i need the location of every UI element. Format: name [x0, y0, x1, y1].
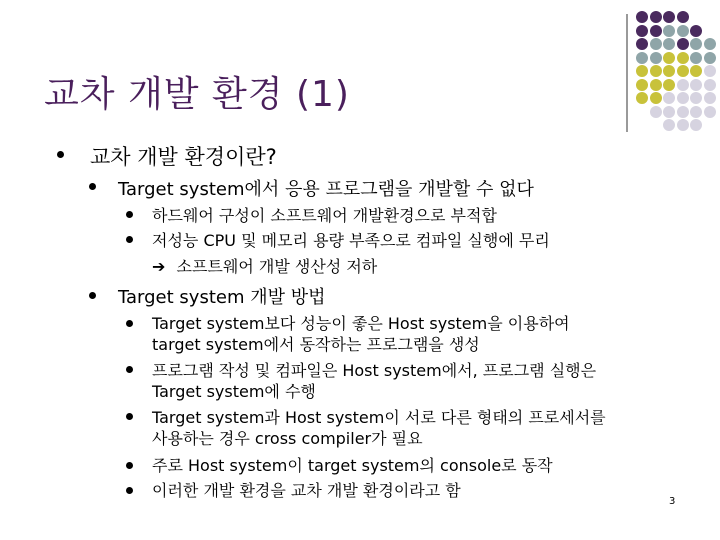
bullet-level2-no-dev-on-target: Target system에서 응용 프로그램을 개발할 수 없다 [118, 179, 534, 200]
decorative-dot [663, 92, 675, 104]
decorative-dot [704, 92, 716, 104]
bullet-marker [126, 236, 133, 243]
decorative-dot [663, 65, 675, 77]
bullet-marker [126, 462, 133, 469]
bullet-level2-target-dev-method: Target system 개발 방법 [118, 287, 326, 308]
decorative-dot [704, 38, 716, 50]
bullet-level1-cross-dev-env: 교차 개발 환경이란? [90, 145, 277, 169]
decorative-dot [677, 65, 689, 77]
decorative-dot [636, 11, 648, 23]
decorative-dot [636, 38, 648, 50]
bullet-level3-hw-unsuitable: 하드웨어 구성이 소프트웨어 개발환경으로 부적합 [152, 206, 497, 225]
decorative-dot [650, 65, 662, 77]
decorative-dot [704, 106, 716, 118]
decorative-dot [650, 52, 662, 64]
decorative-dot [690, 25, 702, 37]
decorative-dot [704, 79, 716, 91]
decorative-dot [663, 38, 675, 50]
decorative-dot [650, 79, 662, 91]
decorative-dot [677, 106, 689, 118]
decorative-dot [690, 79, 702, 91]
bullet-marker [57, 151, 64, 158]
decorative-dot [650, 106, 662, 118]
bullet-level3-use-host-line2: target system에서 동작하는 프로그램을 생성 [152, 335, 480, 354]
decorative-dot [636, 52, 648, 64]
decorative-dot [690, 119, 702, 131]
decorative-dot [677, 25, 689, 37]
decorative-dot [677, 79, 689, 91]
decorative-dot [650, 11, 662, 23]
decorative-dot [663, 52, 675, 64]
decorative-dot [704, 65, 716, 77]
bullet-level3-cross-compiler-line1: Target system과 Host system이 서로 다른 형태의 프로세서를 [152, 408, 606, 427]
decorative-dot [636, 25, 648, 37]
bullet-marker [126, 413, 133, 420]
slide-title: 교차 개발 환경 (1) [44, 74, 350, 115]
bullet-level3-cross-compiler-line2: 사용하는 경우 cross compiler가 필요 [152, 429, 423, 448]
decorative-dot [690, 92, 702, 104]
decorative-dot [690, 38, 702, 50]
decorative-dot [690, 52, 702, 64]
bullet-level3-productivity-drop [152, 254, 377, 277]
bullet-level3-compile-on-host-line1: 프로그램 작성 및 컴파일은 Host system에서, 프로그램 실행은 [152, 361, 597, 380]
decorative-dot [677, 52, 689, 64]
bullet-marker [89, 183, 96, 190]
bullet-marker [89, 292, 96, 299]
decorative-dot [690, 65, 702, 77]
decorative-dot [663, 79, 675, 91]
decorative-dot-grid [636, 11, 720, 131]
bullet-level3-low-perf: 저성능 CPU 및 메모리 용량 부족으로 컴파일 실행에 무리 [152, 231, 550, 250]
bullet-marker [126, 487, 133, 494]
decorative-dot [650, 92, 662, 104]
decorative-dot [663, 11, 675, 23]
bullet-marker [126, 320, 133, 327]
bullet-level3-compile-on-host-line2: Target system에 수행 [152, 382, 316, 401]
decorative-dot [636, 92, 648, 104]
decorative-dot [677, 38, 689, 50]
bullet-marker [126, 211, 133, 218]
bullet-level3-use-host-line1: Target system보다 성능이 좋은 Host system을 이용하여 [152, 314, 570, 333]
decorative-dot [636, 65, 648, 77]
decorative-dot [677, 11, 689, 23]
decorative-dot [636, 79, 648, 91]
decorative-dot [663, 106, 675, 118]
decorative-dot [650, 25, 662, 37]
decorative-dot [690, 106, 702, 118]
decorative-dot [663, 25, 675, 37]
decorative-dot [704, 52, 716, 64]
decorative-dot [663, 119, 675, 131]
decorative-dot [677, 92, 689, 104]
arrow-right-icon: ➔ [152, 257, 166, 276]
decorative-dot [677, 119, 689, 131]
bullet-level3-definition: 이러한 개발 환경을 교차 개발 환경이라고 함 [152, 481, 461, 500]
title-divider-line [626, 14, 628, 132]
page-number: 3 [669, 496, 676, 507]
productivity-text: 소프트웨어 개발 생산성 저하 [176, 257, 378, 276]
bullet-level3-host-as-console: 주로 Host system이 target system의 console로 동작 [152, 456, 553, 475]
bullet-marker [126, 366, 133, 373]
decorative-dot [650, 38, 662, 50]
